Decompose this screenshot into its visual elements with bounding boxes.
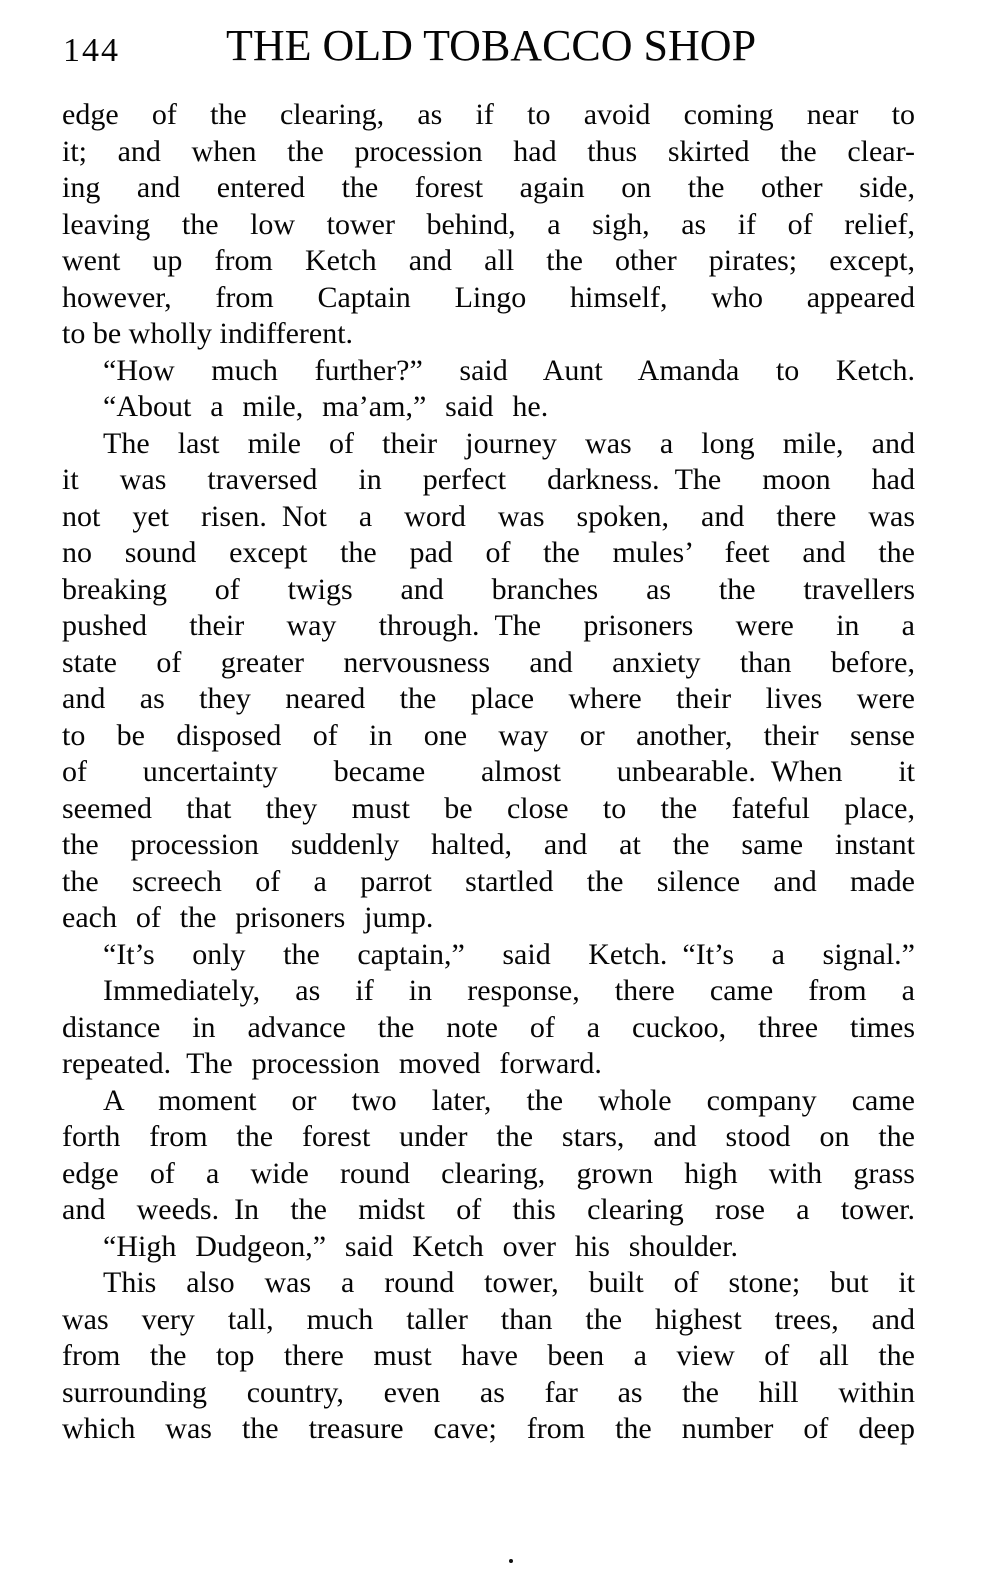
text-line: leaving the low tower behind, a sigh, as if of relief,: [62, 207, 915, 241]
text-line: “It’s only the captain,” said Ketch. “It’s a signal.”: [103, 937, 915, 971]
text-line: each of the prisoners jump.: [62, 901, 434, 934]
text-line: distance in advance the note of a cuckoo, three times: [62, 1010, 915, 1044]
text-line: This also was a round tower, built of stone; but it: [103, 1266, 915, 1299]
text-line: “How much further?” said Aunt Amanda to Ketch.: [103, 353, 915, 387]
text-line: forth from the forest under the stars, and stood on the: [62, 1120, 915, 1153]
text-line: no sound except the pad of the mules’ feet and the: [62, 536, 915, 569]
text-line: repeated. The procession moved forward.: [62, 1047, 602, 1080]
page-header: [0, 21, 982, 74]
text-line: surrounding country, even as far as the hill within: [62, 1375, 915, 1409]
text-line: seemed that they must be close to the fateful place,: [62, 791, 915, 825]
text-line: not yet risen. Not a word was spoken, and there was: [62, 499, 915, 533]
text-line: it; and when the procession had thus skirted the clear-: [62, 134, 915, 168]
text-line: The last mile of their journey was a long mile, and: [103, 426, 915, 460]
text-line: “High Dudgeon,” said Ketch over his shoulder.: [103, 1229, 738, 1263]
body-text: [62, 97, 915, 1448]
text-line: went up from Ketch and all the other pirates; except,: [62, 244, 915, 277]
text-line: pushed their way through. The prisoners were in a: [62, 609, 915, 642]
text-line: it was traversed in perfect darkness. The moon had: [62, 463, 915, 496]
text-line: the screech of a parrot startled the silence and made: [62, 864, 915, 898]
text-line: ing and entered the forest again on the other side,: [62, 171, 915, 204]
text-line: the procession suddenly halted, and at the same instant: [62, 828, 915, 861]
text-line: A moment or two later, the whole company came: [103, 1083, 915, 1117]
text-line: was very tall, much taller than the highest trees, and: [62, 1302, 915, 1336]
text-line: edge of the clearing, as if to avoid coming near to: [62, 98, 915, 131]
text-line: breaking of twigs and branches as the travellers: [62, 572, 915, 606]
text-line: to be wholly indifferent.: [62, 317, 354, 350]
text-line: which was the treasure cave; from the number of deep: [62, 1412, 915, 1445]
text-line: and as they neared the place where their lives were: [62, 682, 915, 715]
page-number: 144: [63, 32, 120, 69]
text-line: edge of a wide round clearing, grown high with grass: [62, 1156, 915, 1190]
running-title: THE OLD TOBACCO SHOP: [225, 21, 757, 70]
text-line: however, from Captain Lingo himself, who appeared: [62, 280, 915, 314]
text-line: state of greater nervousness and anxiety than before,: [62, 645, 915, 679]
text-line: and weeds. In the midst of this clearing rose a tower.: [62, 1193, 915, 1226]
scan-speck: [509, 1559, 513, 1563]
text-line: to be disposed of in one way or another, their sense: [62, 718, 915, 752]
text-line: of uncertainty became almost unbearable. When it: [62, 755, 915, 788]
text-line: Immediately, as if in response, there came from a: [103, 974, 915, 1007]
text-line: from the top there must have been a view of all the: [62, 1339, 915, 1372]
text-line: “About a mile, ma’am,” said he.: [103, 390, 549, 423]
